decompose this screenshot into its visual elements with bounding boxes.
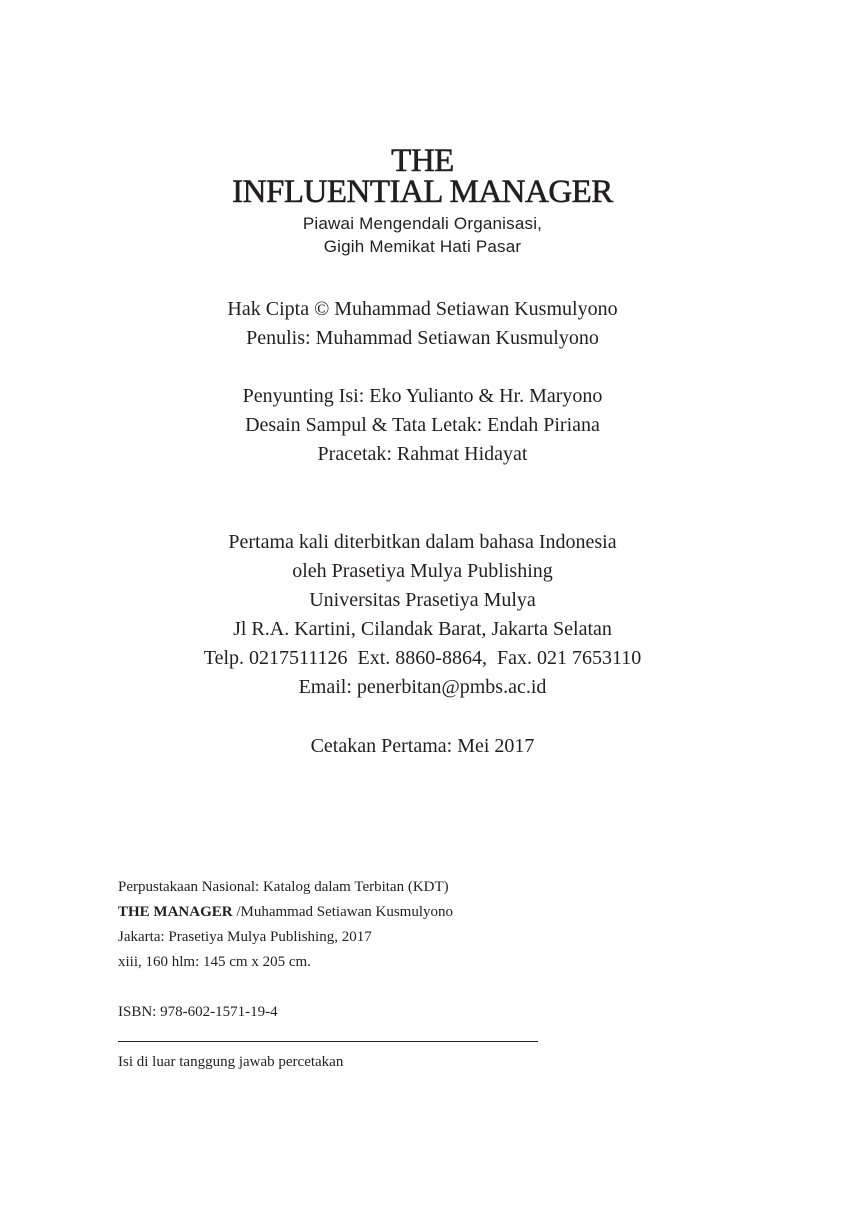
catalog-physical: xiii, 160 hlm: 145 cm x 205 cm. [118,954,311,970]
publisher-address: Jl R.A. Kartini, Cilandak Barat, Jakarta Selatan [233,618,612,640]
author-line: Penulis: Muhammad Setiawan Kusmulyono [246,327,599,349]
book-title-line-1: THE [391,143,454,179]
book-subtitle-line-1: Piawai Mengendali Organisasi, [302,214,543,233]
catalog-publication: Jakarta: Prasetiya Mulya Publishing, 2017 [118,929,372,945]
catalog-header: Perpustakaan Nasional: Katalog dalam Terbitan (KDT) [118,879,449,895]
catalog-title-bold: THE MANAGER [118,904,233,920]
publisher-line-3: Universitas Prasetiya Mulya [309,589,536,611]
isbn-line: ISBN: 978-602-1571-19-4 [118,1004,278,1020]
disclaimer-block [118,1050,558,1075]
copyright-holder: Hak Cipta © Muhammad Setiawan Kusmulyono [227,298,618,320]
publisher-line-2: oleh Prasetiya Mulya Publishing [292,560,553,582]
book-title [0,143,845,210]
isbn-block [118,1000,558,1025]
publisher-line-1: Pertama kali diterbitkan dalam bahasa Indonesia [228,531,617,553]
catalog-block [118,875,558,975]
catalog-title-author: /Muhammad Setiawan Kusmulyono [232,904,453,920]
authorship-block [0,295,845,353]
catalog-title [118,900,558,925]
publisher-phone: Telp. 0217511126 Ext. 8860-8864, Fax. 021 7653110 [203,647,642,669]
credits-block [0,382,845,469]
book-title-line-2: INFLUENTIAL MANAGER [232,174,613,210]
book-subtitle-line-2: Gigih Memikat Hati Pasar [323,237,522,256]
publisher-email: Email: penerbitan@pmbs.ac.id [298,676,547,698]
prepress-line: Pracetak: Rahmat Hidayat [317,443,528,465]
book-subtitle [0,212,845,258]
edition-block [0,732,845,761]
disclaimer-line: Isi di luar tanggung jawab percetakan [118,1054,344,1070]
editor-line: Penyunting Isi: Eko Yulianto & Hr. Maryono [242,385,603,407]
design-line: Desain Sampul & Tata Letak: Endah Piriana [245,414,600,436]
divider-rule [118,1041,538,1042]
publisher-block [0,528,845,702]
edition-line: Cetakan Pertama: Mei 2017 [310,735,535,757]
